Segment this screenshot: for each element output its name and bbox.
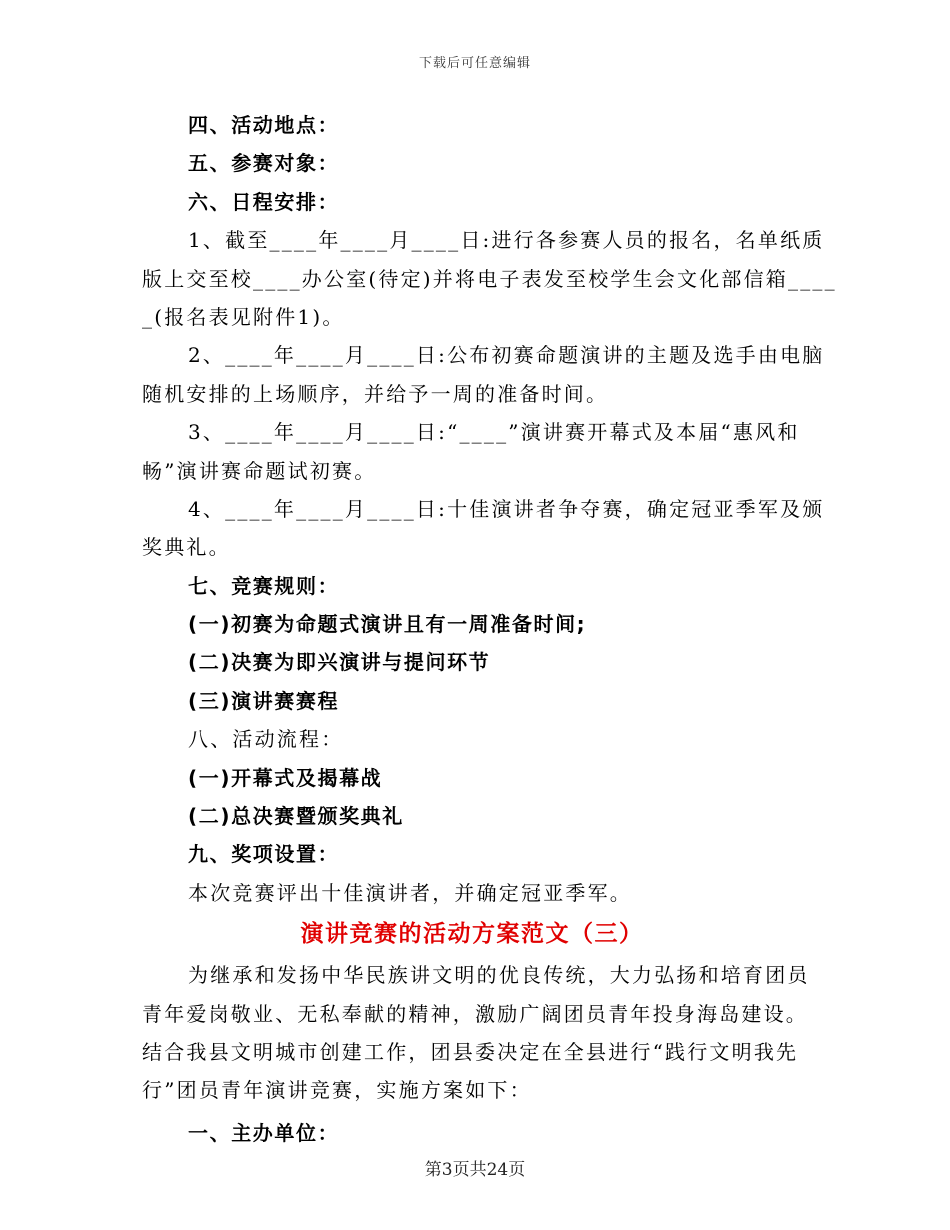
section-heading-rules: 七、竞赛规则： <box>188 573 340 598</box>
intro-line-3: 结合我县文明城市创建工作，团县委决定在全县进行“践行文明我先 <box>142 1039 799 1064</box>
rule-item-1: (一)初赛为命题式演讲且有一周准备时间; <box>188 612 587 637</box>
schedule-item-3-line-1: 3、____年____月____日:“____”演讲赛开幕式及本届“惠风和 <box>188 420 800 445</box>
section-heading-flow: 八、活动流程： <box>188 727 344 752</box>
document-section-title: 演讲竞赛的活动方案范文（三） <box>300 921 644 948</box>
awards-text: 本次竞赛评出十佳演讲者，并确定冠亚季军。 <box>188 880 632 905</box>
schedule-item-4-line-2: 奖典礼。 <box>142 535 231 560</box>
intro-line-4: 行”团员青年演讲竞赛，实施方案如下： <box>142 1078 532 1103</box>
intro-line-1: 为继承和发扬中华民族讲文明的优良传统，大力弘扬和培育团员 <box>188 963 810 988</box>
rule-item-2: (二)决赛为即兴演讲与提问环节 <box>188 650 491 675</box>
schedule-item-2-line-2: 随机安排的上场顺序，并给予一周的准备时间。 <box>142 381 609 406</box>
intro-line-2: 青年爱岗敬业、无私奉献的精神，激励广阔团员青年投身海岛建设。 <box>142 1001 808 1026</box>
flow-item-2: (二)总决赛暨颁奖典礼 <box>188 804 404 829</box>
section-heading-schedule: 六、日程安排： <box>188 189 340 214</box>
schedule-item-4-line-1: 4、____年____月____日:十佳演讲者争夺赛，确定冠亚季军及颁 <box>188 496 825 521</box>
schedule-item-1-line-3: _(报名表见附件1)。 <box>142 304 345 329</box>
page-footer: 第3页共24页 <box>424 1160 526 1180</box>
rule-item-3: (三)演讲赛赛程 <box>188 688 340 713</box>
page-header: 下载后可任意编辑 <box>418 56 531 71</box>
section-heading-awards: 九、奖项设置： <box>188 842 340 867</box>
section-heading-location: 四、活动地点： <box>188 113 340 137</box>
document-body <box>142 106 837 1152</box>
section-heading-participants: 五、参赛对象： <box>188 151 340 176</box>
schedule-item-1-line-1: 1、截至____年____月____日:进行各参赛人员的报名，名单纸质 <box>188 228 825 253</box>
schedule-item-2-line-1: 2、____年____月____日:公布初赛命题演讲的主题及选手由电脑 <box>188 343 825 368</box>
flow-item-1: (一)开幕式及揭幕战 <box>188 765 383 790</box>
schedule-item-3-line-2: 畅”演讲赛命题试初赛。 <box>142 458 377 483</box>
schedule-item-1-line-2: 版上交至校____办公室(待定)并将电子表发至校学生会文化部信箱____ <box>142 266 837 291</box>
section-heading-organizer: 一、主办单位： <box>188 1120 340 1145</box>
